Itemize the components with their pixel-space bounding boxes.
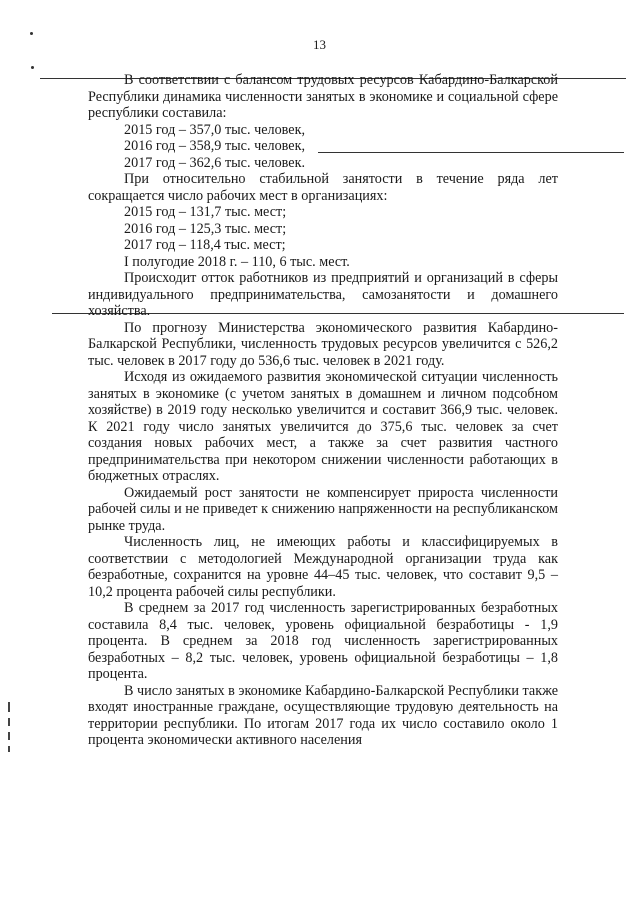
paragraph: Происходит отток работников из предприятий и организаций в сферы индивидуального предпринимательства, самозанятости и домашнего хозяйства. — [88, 270, 558, 319]
list-item: 2017 год – 118,4 тыс. мест; — [124, 237, 286, 253]
paragraph: Ожидаемый рост занятости не компенсирует прироста численности рабочей силы и не приведет к снижению напряженности на республиканском рынке труда. — [88, 484, 558, 534]
paragraph: В число занятых в экономике Кабардино-Балкарской Республики также входят иностранные граждане, осуществляющие трудовую деятельность на территории республики. По итогам 2017 года их число составило около 1 процента экономически активного населения — [88, 682, 558, 748]
paragraph: При относительно стабильной занятости в течение ряда лет сокращается число рабочих мест в организациях: — [88, 171, 558, 204]
scan-speck — [30, 32, 33, 35]
scan-edge-mark — [8, 718, 10, 726]
scan-speck — [31, 66, 34, 69]
paragraph: Численность лиц, не имеющих работы и классифицируемых в соответствии с методологией Международной организации труда как безработные, сохранится на уровне 44–45 тыс. человек, что составит 9,5 – 10,2 процента рабочей силы республики. — [88, 534, 558, 600]
scan-edge-mark — [8, 746, 10, 752]
paragraph: По прогнозу Министерства экономического развития Кабардино-Балкарской Республики, численность трудовых ресурсов увеличится с 526,2 тыс. человек в 2017 году до 536,6 тыс. человек в 2021 году. — [88, 319, 558, 369]
page-number: 13 — [313, 37, 326, 52]
paragraph: В среднем за 2017 год численность зарегистрированных безработных составила 8,4 тыс. человек, уровень официальной безработицы - 1,9 процента. В среднем за 2018 год численность зарегистрированных безработных – 8,2 тыс. человек, уровень официальной безработицы – 1,8 процента. — [88, 600, 558, 682]
list-item: 2015 год – 357,0 тыс. человек, — [124, 121, 306, 138]
paragraph: Исходя из ожидаемого развития экономической ситуации численность занятых в экономике (с учетом занятых в домашнем и личном подсобном хозяйстве) в 2019 году несколько увеличится и составит 366,9 тыс. человек. К 2021 году число занятых увеличится до 375,6 тыс. человек за счет создания новых рабочих мест, а также за счет развития частного предпринимательства при некотором снижении численности работающих в бюджетных отраслях. — [88, 369, 558, 484]
scan-edge-mark — [8, 702, 10, 712]
body-text — [88, 72, 558, 749]
list-item: 2017 год – 362,6 тыс. человек. — [124, 154, 306, 171]
list-item: 2015 год – 131,7 тыс. мест; — [124, 204, 287, 220]
list-item: 2016 год – 358,9 тыс. человек, — [124, 138, 306, 154]
list-item: I полугодие 2018 г. – 110, 6 тыс. мест. — [124, 253, 350, 270]
scan-edge-mark — [8, 732, 10, 740]
list-item: 2016 год – 125,3 тыс. мест; — [124, 220, 287, 237]
paragraph: В соответствии с балансом трудовых ресурсов Кабардино-Балкарской Республики динамика численности занятых в экономике и социальной сфере республики составила: — [88, 72, 558, 121]
